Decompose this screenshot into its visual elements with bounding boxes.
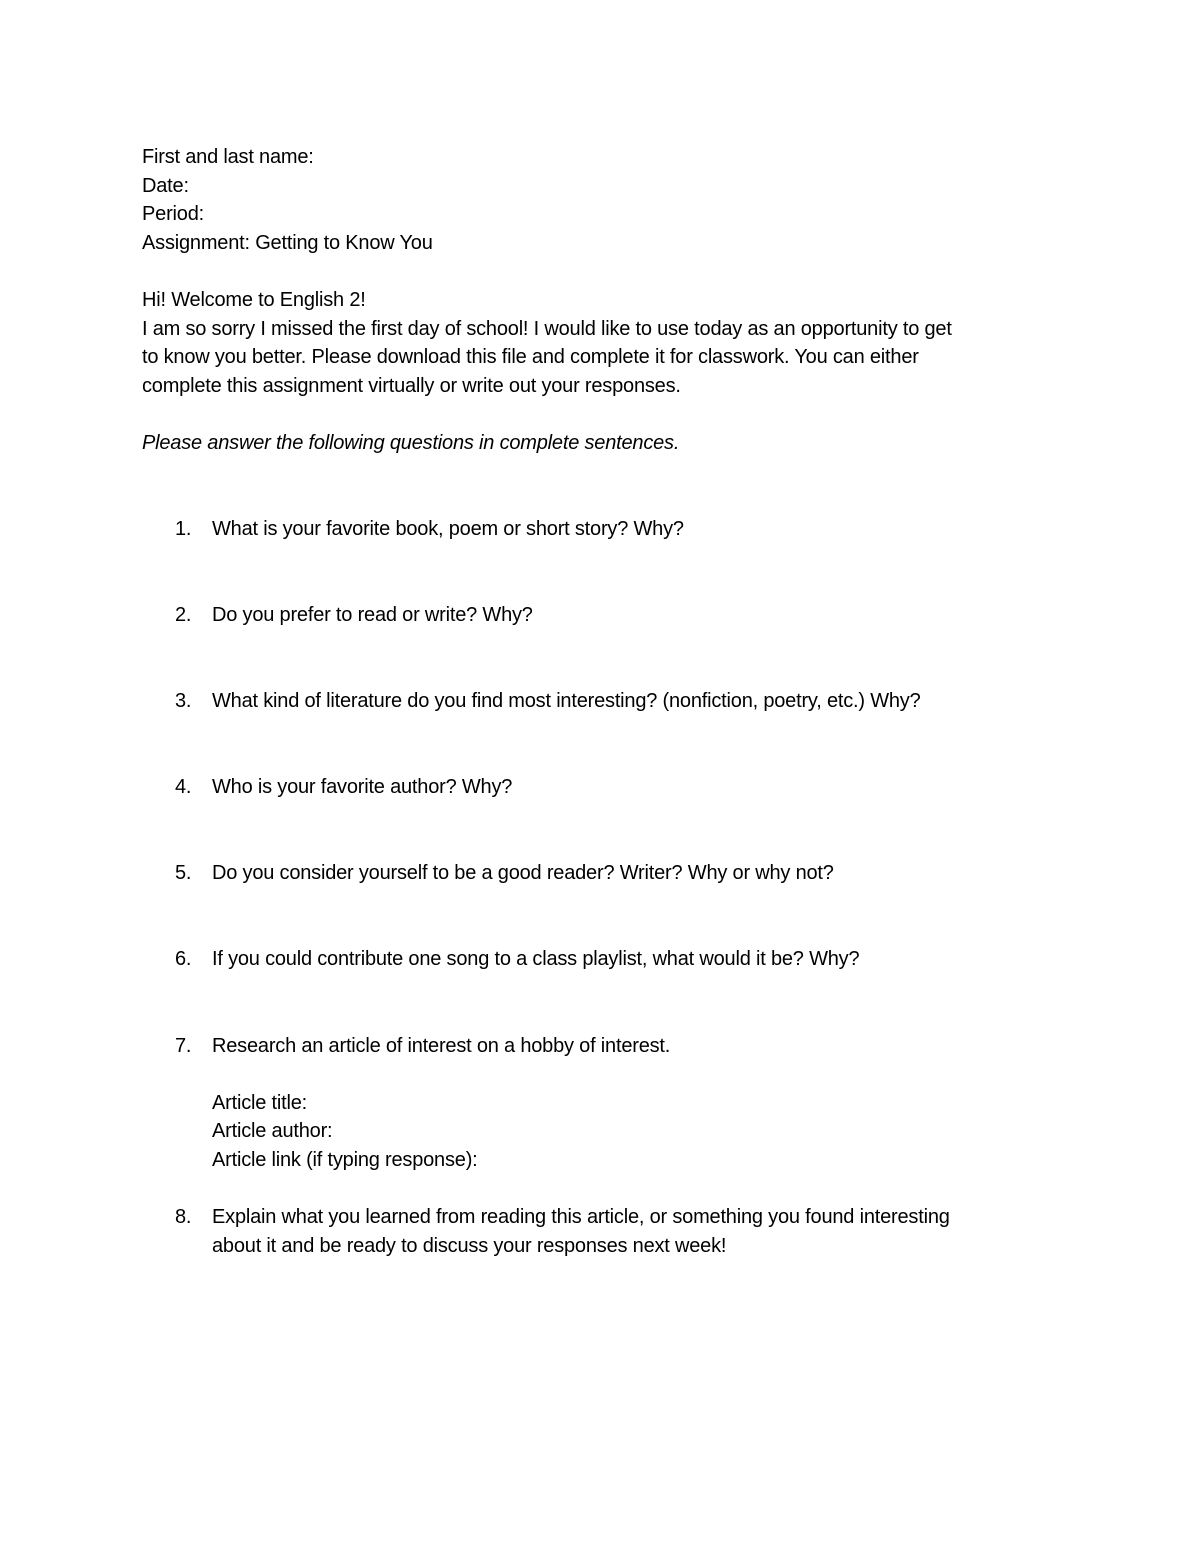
question-item bbox=[142, 1203, 1062, 1260]
question-text: Research an article of interest on a hobby of interest. bbox=[212, 1034, 671, 1057]
assignment-title: Assignment: Getting to Know You bbox=[142, 231, 433, 254]
question-number: 7. bbox=[175, 1034, 192, 1057]
question-text-line-1: Explain what you learned from reading this article, or something you found interesting bbox=[212, 1206, 950, 1229]
question-text: Who is your favorite author? Why? bbox=[212, 776, 513, 799]
period-field-label: Period: bbox=[142, 203, 204, 226]
question-text-line-2: about it and be ready to discuss your responses next week! bbox=[212, 1234, 727, 1257]
intro-line-3: complete this assignment virtually or write out your responses. bbox=[142, 374, 681, 397]
question-text: What kind of literature do you find most interesting? (nonfiction, poetry, etc.) Why? bbox=[212, 689, 921, 712]
answer-space[interactable] bbox=[142, 543, 1062, 601]
document-content bbox=[142, 143, 1062, 1260]
question-item bbox=[142, 687, 1062, 716]
question-list bbox=[142, 515, 1062, 1261]
question-item bbox=[142, 601, 1062, 630]
question-text: What is your favorite book, poem or short story? Why? bbox=[212, 517, 684, 540]
question-item bbox=[142, 1032, 1062, 1175]
question-text: Do you consider yourself to be a good reader? Writer? Why or why not? bbox=[212, 862, 834, 885]
question-item bbox=[142, 945, 1062, 974]
question-text: If you could contribute one song to a class playlist, what would it be? Why? bbox=[212, 948, 860, 971]
question-item bbox=[142, 515, 1062, 544]
spacer bbox=[142, 400, 1062, 429]
date-field-label: Date: bbox=[142, 174, 189, 197]
article-link-label: Article link (if typing response): bbox=[212, 1149, 478, 1172]
question-number: 4. bbox=[175, 776, 192, 799]
article-author-label: Article author: bbox=[212, 1120, 333, 1143]
question-text: Do you prefer to read or write? Why? bbox=[212, 603, 533, 626]
question-number: 1. bbox=[175, 517, 192, 540]
question-item bbox=[142, 773, 1062, 802]
answer-space[interactable] bbox=[142, 802, 1062, 860]
answer-space[interactable] bbox=[142, 888, 1062, 946]
question-number: 3. bbox=[175, 689, 192, 712]
question-number: 2. bbox=[175, 603, 192, 626]
question-number: 5. bbox=[175, 862, 192, 885]
question-item bbox=[142, 859, 1062, 888]
article-title-label: Article title: bbox=[212, 1091, 308, 1114]
answer-space[interactable] bbox=[142, 629, 1062, 687]
answer-space[interactable] bbox=[142, 974, 1062, 1032]
spacer bbox=[142, 1175, 1062, 1204]
question-number: 6. bbox=[175, 948, 192, 971]
intro-line-1: I am so sorry I missed the first day of school! I would like to use today as an opportunity to get bbox=[142, 317, 952, 340]
name-field-label: First and last name: bbox=[142, 146, 314, 168]
answer-space[interactable] bbox=[142, 716, 1062, 774]
question-number: 8. bbox=[175, 1206, 192, 1229]
intro-line-2: to know you better. Please download this file and complete it for classwork. You can either bbox=[142, 346, 919, 369]
spacer bbox=[142, 257, 1062, 286]
instructions: Please answer the following questions in complete sentences. bbox=[142, 431, 680, 454]
greeting: Hi! Welcome to English 2! bbox=[142, 288, 366, 311]
spacer bbox=[142, 458, 1062, 515]
spacer bbox=[212, 1060, 1062, 1089]
